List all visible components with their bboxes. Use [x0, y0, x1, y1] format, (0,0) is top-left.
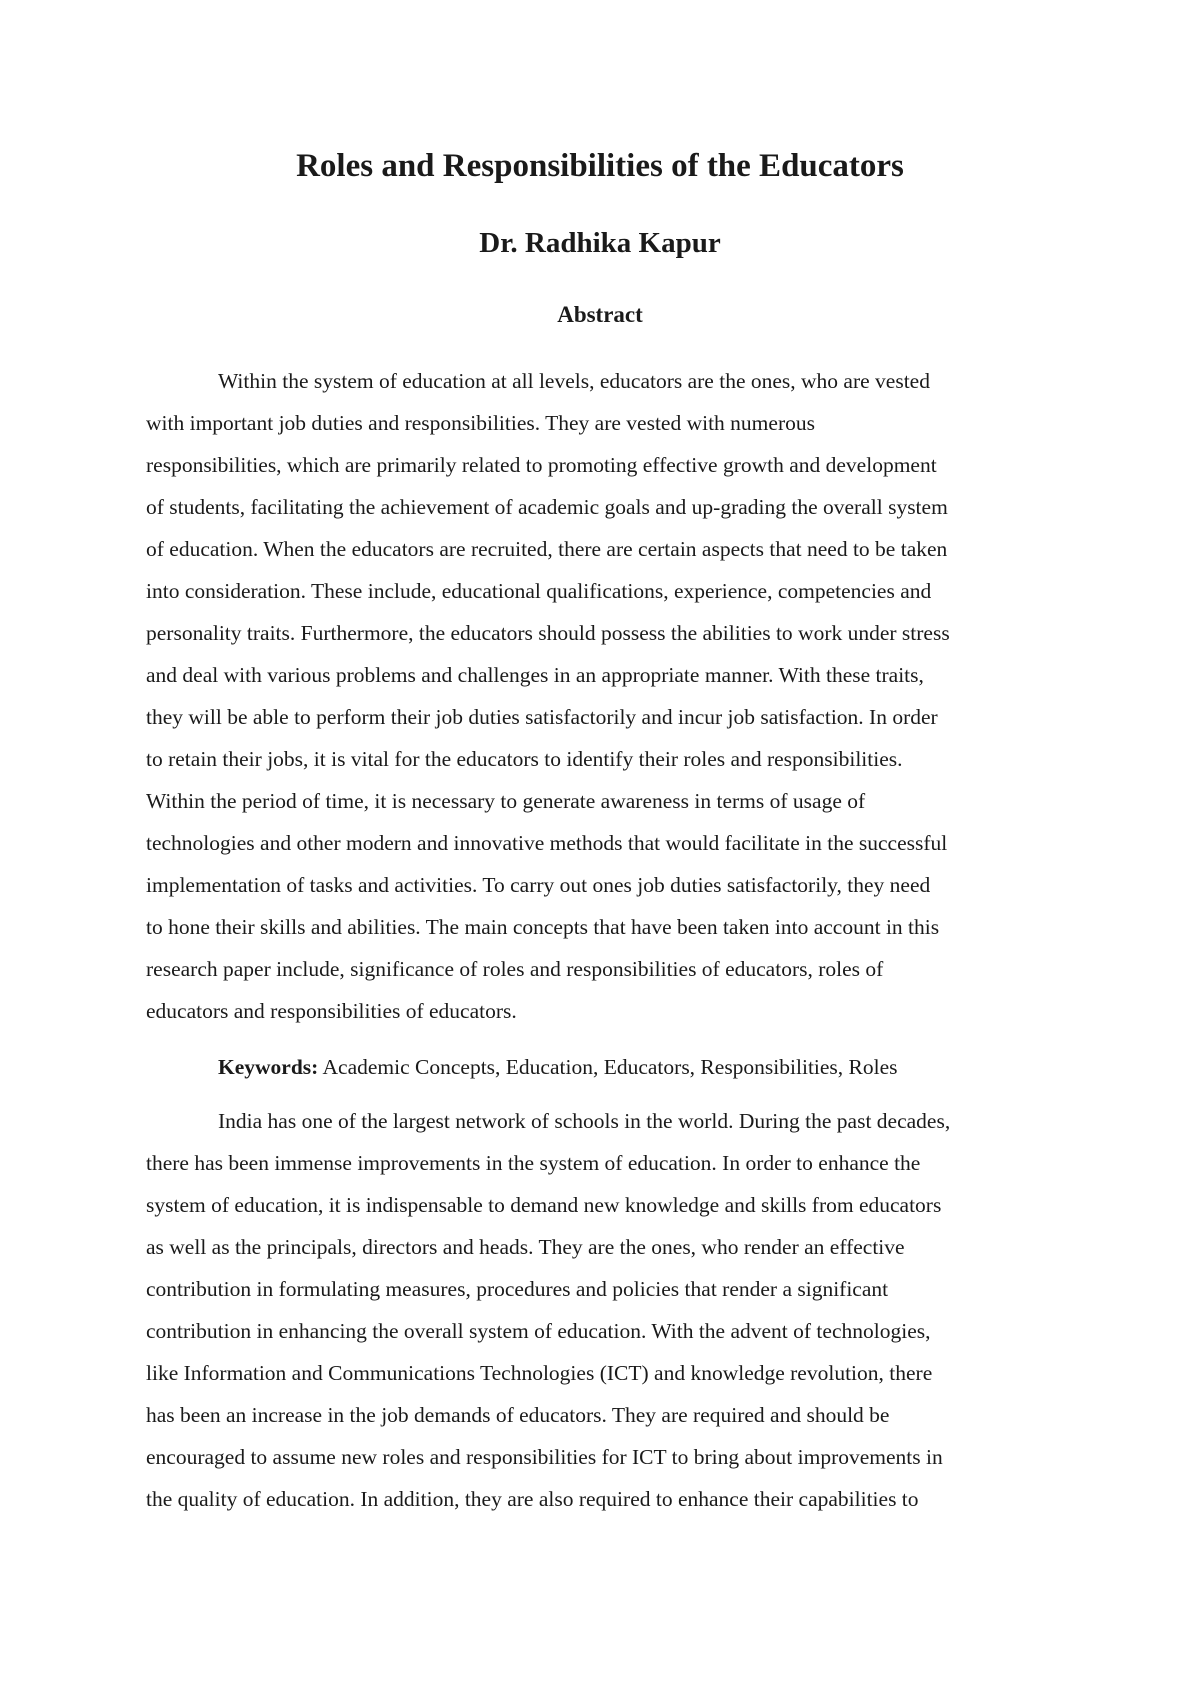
abstract-line: responsibilities, which are primarily related to promoting effective growth and development [146, 453, 937, 477]
body-line: there has been immense improvements in the system of education. In order to enhance the [146, 1151, 921, 1175]
abstract-line: Within the period of time, it is necessary to generate awareness in terms of usage of [146, 789, 866, 813]
body-line: like Information and Communications Technologies (ICT) and knowledge revolution, there [146, 1361, 933, 1385]
abstract-line: with important job duties and responsibilities. They are vested with numerous [146, 411, 815, 435]
abstract-line: to hone their skills and abilities. The main concepts that have been taken into account in this [146, 915, 940, 939]
body-line: system of education, it is indispensable to demand new knowledge and skills from educators [146, 1193, 942, 1217]
abstract-line: Within the system of education at all levels, educators are the ones, who are vested [218, 369, 930, 393]
keywords-line [146, 1046, 1060, 1088]
abstract-line: to retain their jobs, it is vital for the educators to identify their roles and responsibilities. [146, 747, 903, 771]
body-line: India has one of the largest network of schools in the world. During the past decades, [218, 1109, 951, 1133]
body-line: has been an increase in the job demands of educators. They are required and should be [146, 1403, 890, 1427]
abstract-line: technologies and other modern and innovative methods that would facilitate in the successful [146, 831, 948, 855]
body-line: contribution in enhancing the overall system of education. With the advent of technologies, [146, 1319, 931, 1343]
author-name: Dr. Radhika Kapur [479, 227, 721, 259]
abstract-line: they will be able to perform their job duties satisfactorily and incur job satisfaction. In order [146, 705, 938, 729]
abstract-line: educators and responsibilities of educators. [146, 999, 517, 1023]
body-line: as well as the principals, directors and heads. They are the ones, who render an effective [146, 1235, 905, 1259]
abstract-paragraph [146, 360, 1060, 1032]
keywords-text: Academic Concepts, Education, Educators, Responsibilities, Roles [318, 1055, 898, 1079]
body-paragraph [146, 1100, 1060, 1520]
body-line: the quality of education. In addition, they are also required to enhance their capabilities to [146, 1487, 919, 1511]
body-line: encouraged to assume new roles and responsibilities for ICT to bring about improvements in [146, 1445, 943, 1469]
abstract-heading: Abstract [557, 302, 643, 327]
abstract-line: implementation of tasks and activities. To carry out ones job duties satisfactorily, they need [146, 873, 931, 897]
abstract-line: personality traits. Furthermore, the educators should possess the abilities to work under stress [146, 621, 950, 645]
body-line: contribution in formulating measures, procedures and policies that render a significant [146, 1277, 889, 1301]
abstract-line: of education. When the educators are recruited, there are certain aspects that need to be taken [146, 537, 948, 561]
keywords-label: Keywords: [218, 1055, 319, 1079]
abstract-line: of students, facilitating the achievement of academic goals and up-grading the overall system [146, 495, 948, 519]
abstract-line: and deal with various problems and challenges in an appropriate manner. With these traits, [146, 663, 924, 687]
abstract-line: research paper include, significance of roles and responsibilities of educators, roles of [146, 957, 884, 981]
paper-title: Roles and Responsibilities of the Educators [296, 148, 904, 184]
abstract-line: into consideration. These include, educational qualifications, experience, competencies and [146, 579, 932, 603]
